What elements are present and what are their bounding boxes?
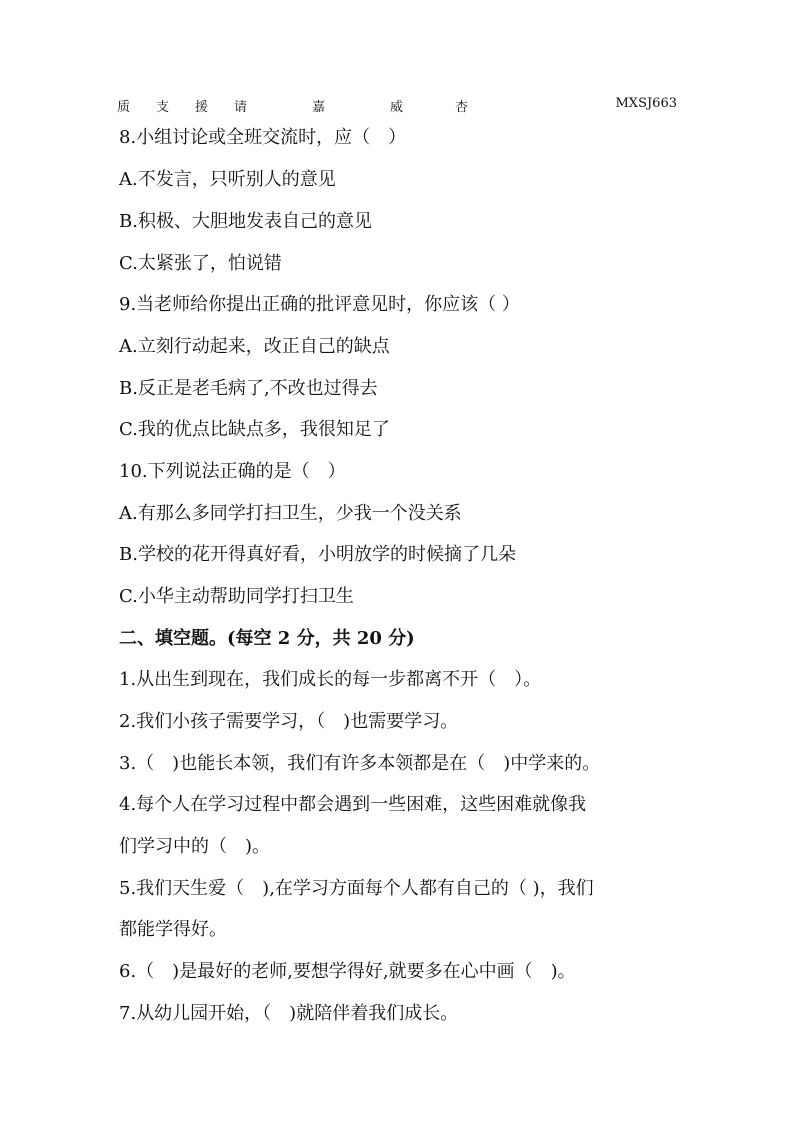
blank-question-5-line-1: 5.我们天生爱（ ),在学习方面每个人都有自己的（ )，我们 xyxy=(119,878,594,899)
question-8-option-c: C.太紧张了，怕说错 xyxy=(119,253,282,274)
blank-question-2: 2.我们小孩子需要学习，（ )也需要学习。 xyxy=(119,711,459,732)
blank-question-4-line-1: 4.每个人在学习过程中都会遇到一些困难，这些困难就像我 xyxy=(119,794,587,815)
question-9-option-b: B.反正是老毛病了,不改也过得去 xyxy=(119,378,378,399)
question-8-option-a: A.不发言，只听别人的意见 xyxy=(119,169,336,190)
header-code: MXSJ663 xyxy=(615,96,677,111)
page-header xyxy=(117,96,677,118)
question-9: 9.当老师给你提出正确的批评意见时，你应该（ ） xyxy=(119,294,520,315)
question-10-option-b: B.学校的花开得真好看，小明放学的时候摘了几朵 xyxy=(119,544,516,565)
question-8: 8.小组讨论或全班交流时，应（ ） xyxy=(119,127,407,148)
blank-question-6: 6.（ )是最好的老师,要想学得好,就要多在心中画（ )。 xyxy=(119,961,576,982)
blank-question-1: 1.从出生到现在，我们成长的每一步都离不开（ ）。 xyxy=(119,669,542,690)
question-8-option-b: B.积极、大胆地发表自己的意见 xyxy=(119,211,372,232)
blank-question-7: 7.从幼儿园开始，（ )就陪伴着我们成长。 xyxy=(119,1003,459,1024)
question-10-option-c: C.小华主动帮助同学打扫卫生 xyxy=(119,586,354,607)
question-10-option-a: A.有那么多同学打扫卫生，少我一个没关系 xyxy=(119,503,462,524)
blank-question-3: 3.（ )也能长本领，我们有许多本领都是在（ )中学来的。 xyxy=(119,753,601,774)
blank-question-5-line-2: 都能学得好。 xyxy=(119,919,227,940)
question-9-option-a: A.立刻行动起来，改正自己的缺点 xyxy=(119,336,390,357)
header-left-text: 质 支 援 请 嘉 威 杏 xyxy=(117,100,469,115)
question-9-option-c: C.我的优点比缺点多，我很知足了 xyxy=(119,419,390,440)
blank-question-4-line-2: 们学习中的（ )。 xyxy=(119,836,271,857)
question-10: 10.下列说法正确的是（ ） xyxy=(119,461,346,482)
section-title-fill-blanks: 二、填空题。(每空 2 分，共 20 分) xyxy=(119,628,415,649)
